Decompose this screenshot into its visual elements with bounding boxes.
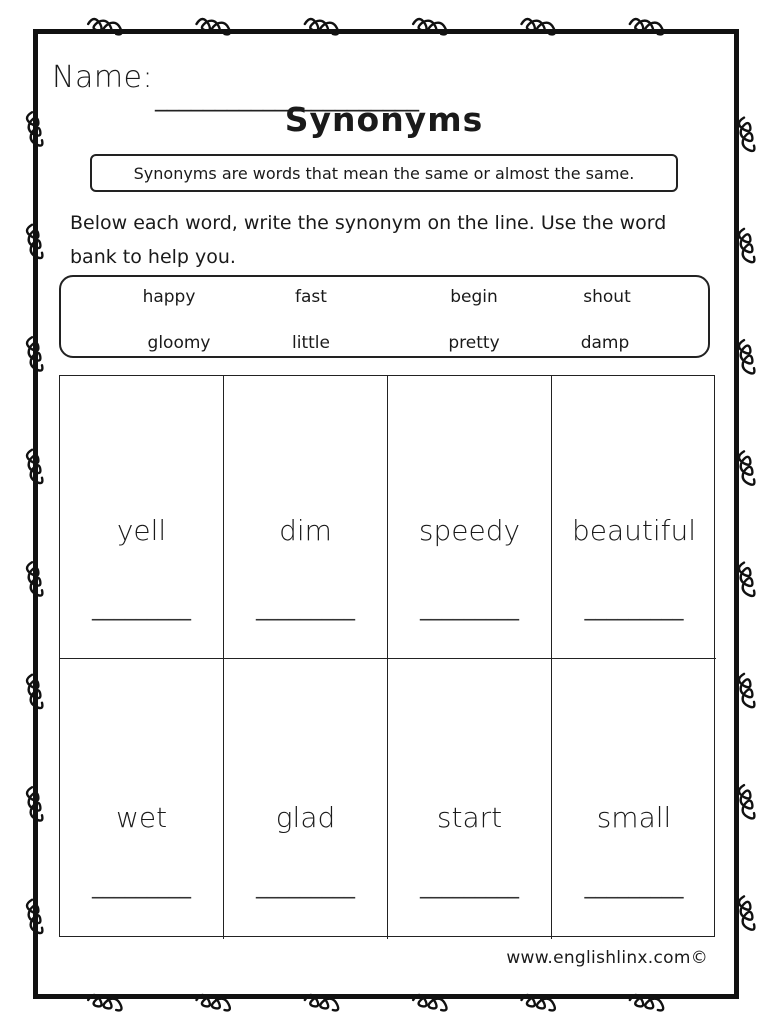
target-word: wet xyxy=(115,801,168,834)
target-word: beautiful xyxy=(571,514,697,547)
target-word: dim xyxy=(279,514,332,547)
word-cell xyxy=(60,376,224,659)
word-cell xyxy=(224,376,388,659)
synonym-grid xyxy=(59,375,715,937)
word-cell xyxy=(552,659,716,939)
target-word: speedy xyxy=(418,514,521,547)
answer-line[interactable]: _________ xyxy=(584,596,684,621)
footer-credit: www.englishlinx.com© xyxy=(506,948,708,968)
definition-text: Synonyms are words that mean the same or almost the same. xyxy=(133,163,635,183)
target-word: yell xyxy=(116,514,167,547)
word-bank-item: little xyxy=(292,333,330,353)
answer-line[interactable]: _________ xyxy=(256,596,355,621)
name-entry-line[interactable]: ______________________ xyxy=(155,84,419,112)
word-cell xyxy=(224,659,388,939)
word-cell xyxy=(552,376,716,659)
target-word: glad xyxy=(275,801,336,834)
word-cell xyxy=(388,659,552,939)
word-cell xyxy=(60,659,224,939)
definition-box xyxy=(90,154,678,192)
word-bank-item: happy xyxy=(142,287,196,307)
name-label: Name: xyxy=(52,60,154,95)
word-cell xyxy=(388,376,552,659)
answer-line[interactable]: _________ xyxy=(584,874,684,899)
word-bank-item: damp xyxy=(580,333,630,353)
word-bank-item: fast xyxy=(295,287,327,307)
answer-line[interactable]: _________ xyxy=(420,874,519,899)
answer-line[interactable]: _________ xyxy=(256,874,355,899)
word-bank-item: gloomy xyxy=(147,333,211,353)
word-bank xyxy=(59,275,710,358)
answer-line[interactable]: _________ xyxy=(92,596,191,621)
instructions-text: Below each word, write the synonym on the line. Use the word bank to help you. xyxy=(70,212,667,268)
answer-line[interactable]: _________ xyxy=(420,596,519,621)
target-word: start xyxy=(436,801,503,834)
word-bank-item: shout xyxy=(583,287,631,307)
worksheet-title: Synonyms xyxy=(284,100,484,139)
answer-line[interactable]: _________ xyxy=(92,874,191,899)
word-bank-item: begin xyxy=(450,287,498,307)
target-word: small xyxy=(596,801,672,834)
word-bank-item: pretty xyxy=(448,333,500,353)
